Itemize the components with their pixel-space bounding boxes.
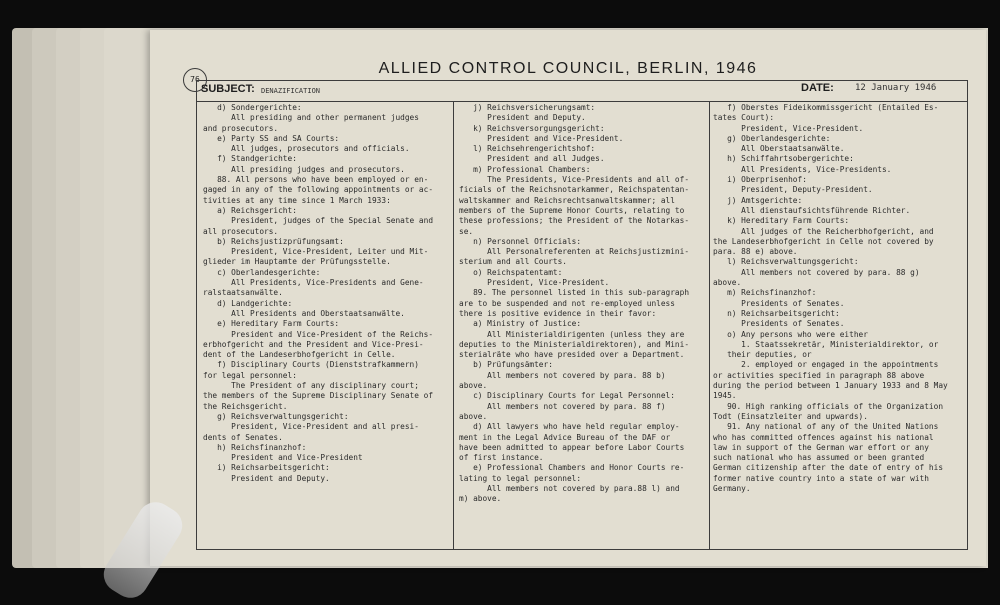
text-line: have been admitted to appear before Labor Courts xyxy=(459,442,685,452)
text-line: h) Reichsfinanzhof: xyxy=(203,442,307,452)
text-line: All members not covered by para. 88 f) xyxy=(459,401,666,411)
text-line: their deputies, or xyxy=(713,350,812,360)
content-frame xyxy=(196,80,968,550)
text-line: erbhofgericht and the President and Vice-Presi- xyxy=(203,339,424,349)
text-line: f) Disciplinary Courts (Dienststrafkammern) xyxy=(203,360,419,370)
text-line: m) Reichsfinanzhof: xyxy=(713,288,817,298)
text-line: during the period between 1 January 1933 and 8 May xyxy=(713,381,948,391)
text-line: who has committed offences against his national xyxy=(713,432,934,442)
text-line: f) Oberstes Fideikommissgericht (Entailed Es- xyxy=(713,103,939,112)
text-line: All presiding judges and prosecutors. xyxy=(203,164,405,174)
text-line: Presidents of Senates. xyxy=(713,298,845,308)
text-line: All dienstaufsichtsführende Richter. xyxy=(713,205,911,215)
text-line: h) Schiffahrtsobergerichte: xyxy=(713,154,854,164)
text-line: 1. Staatssekretär, Ministerialdirektor, or xyxy=(713,339,939,349)
text-column-1 xyxy=(203,103,451,547)
text-line: President, Vice-President. xyxy=(713,123,864,133)
text-line: a) Ministry of Justice: xyxy=(459,319,582,329)
text-line: President, Deputy-President. xyxy=(713,185,873,195)
text-line: 88. All persons who have been employed or en- xyxy=(203,175,429,185)
text-column-2 xyxy=(459,103,713,547)
text-line: All Ministerialdirigenten (unless they are xyxy=(459,329,685,339)
text-line: All members not covered by para. 88 g) xyxy=(713,267,920,277)
text-line: c) Oberlandesgerichte: xyxy=(203,267,321,277)
subject-value: DENAZIFICATION xyxy=(261,87,321,95)
text-line: i) Oberprisenhof: xyxy=(713,175,807,185)
text-line: members of the Supreme Honor Courts, relating to xyxy=(459,205,685,215)
text-line: glieder im Hauptamte der Prüfungsstelle. xyxy=(203,257,391,267)
text-line: All judges, prosecutors and officials. xyxy=(203,144,410,154)
text-line: k) Hereditary Farm Courts: xyxy=(713,216,850,226)
text-line: m) above. xyxy=(459,494,502,504)
text-line: above. xyxy=(713,278,742,288)
date-value: 12 January 1946 xyxy=(855,83,937,93)
text-line: and prosecutors. xyxy=(203,123,279,133)
text-line: law in support of the German war effort or any xyxy=(713,442,929,452)
text-line: o) Any persons who were either xyxy=(713,329,868,339)
text-line: 90. High ranking officials of the Organization xyxy=(713,401,944,411)
text-line: or activities specified in paragraph 88 above xyxy=(713,370,925,380)
text-line: President, Vice-President and all presi- xyxy=(203,422,419,432)
text-line: of first instance. xyxy=(459,453,544,463)
text-line: f) Standgerichte: xyxy=(203,154,297,164)
text-line: o) Reichspatentamt: xyxy=(459,267,563,277)
text-line: All members not covered by para. 88 b) xyxy=(459,370,666,380)
page-number: 76 xyxy=(183,68,207,92)
text-line: a) Reichsgericht: xyxy=(203,205,297,215)
text-line: Todt (Einsatzleiter and upwards). xyxy=(713,411,868,421)
text-line: i) Reichsarbeitsgericht: xyxy=(203,463,330,473)
text-line: President and Vice-President. xyxy=(459,133,624,143)
text-line: g) Reichsverwaltungsgericht: xyxy=(203,411,349,421)
text-line: above. xyxy=(459,411,488,421)
text-line: sterialräte who have presided over a Department. xyxy=(459,350,685,360)
text-line: 89. The personnel listed in this sub-paragraph xyxy=(459,288,690,298)
text-line: b) Prüfungsämter: xyxy=(459,360,553,370)
text-column-3 xyxy=(713,103,967,547)
text-line: n) Personnel Officials: xyxy=(459,236,582,246)
text-line: sterium and all Courts. xyxy=(459,257,567,267)
text-line: Presidents of Senates. xyxy=(713,319,845,329)
text-line: President and Vice-President of the Reichs- xyxy=(203,329,434,339)
text-line: waltskammer and Reichsrechtsanwaltskammer; all xyxy=(459,195,675,205)
text-line: President and Deputy. xyxy=(203,473,330,483)
text-line: All presiding and other permanent judges xyxy=(203,113,419,123)
text-line: All judges of the Reicherbhofgericht, and xyxy=(713,226,934,236)
document-title: ALLIED CONTROL COUNCIL, BERLIN, 1946 xyxy=(378,60,758,77)
text-line: e) Hereditary Farm Courts: xyxy=(203,319,340,329)
text-line: ralstaatsanwälte. xyxy=(203,288,283,298)
text-line: such national who has assumed or been granted xyxy=(713,453,925,463)
text-line: Germany. xyxy=(713,483,751,493)
text-line: All members not covered by para.88 l) and xyxy=(459,483,680,493)
text-line: The Presidents, Vice-Presidents and all of- xyxy=(459,175,690,185)
text-line: c) Disciplinary Courts for Legal Personnel: xyxy=(459,391,675,401)
text-line: All Oberstaatsanwälte. xyxy=(713,144,845,154)
document-page xyxy=(150,30,986,566)
text-line: d) All lawyers who have held regular employ- xyxy=(459,422,680,432)
text-line: ment in the Legal Advice Bureau of the DAF or xyxy=(459,432,671,442)
text-line: e) Party SS and SA Courts: xyxy=(203,133,340,143)
text-line: President, Vice-President, Leiter und Mit- xyxy=(203,247,429,257)
text-line: for legal personnel: xyxy=(203,370,297,380)
text-line: All Presidents, Vice-Presidents. xyxy=(713,164,892,174)
text-line: gaged in any of the following appointments or ac- xyxy=(203,185,434,195)
text-line: the Reichsgericht. xyxy=(203,401,288,411)
text-line: tivities at any time since 1 March 1933: xyxy=(203,195,391,205)
text-line: all prosecutors. xyxy=(203,226,279,236)
text-line: 2. employed or engaged in the appointments xyxy=(713,360,939,370)
text-line: above. xyxy=(459,381,488,391)
text-line: k) Reichsversorgungsgericht: xyxy=(459,123,605,133)
text-line: The President of any disciplinary court; xyxy=(203,381,419,391)
text-line: n) Reichsarbeitsgericht: xyxy=(713,308,840,318)
text-line: l) Reichsverwaltungsgericht: xyxy=(713,257,859,267)
header-row xyxy=(197,81,967,102)
text-line: the members of the Supreme Disciplinary Senate of xyxy=(203,391,434,401)
column-divider xyxy=(453,101,454,549)
text-line: 91. Any national of any of the United Nations xyxy=(713,422,939,432)
text-line: l) Reichsehrengerichtshof: xyxy=(459,144,596,154)
text-line: President, judges of the Special Senate and xyxy=(203,216,434,226)
text-line: dents of Senates. xyxy=(203,432,283,442)
text-line: are to be suspended and not re-employed unless xyxy=(459,298,675,308)
text-line: President, Vice-President. xyxy=(459,278,610,288)
text-line: dent of the Landeserbhofgericht in Celle. xyxy=(203,350,396,360)
text-line: tates Court): xyxy=(713,113,775,123)
text-line: President and Vice-President xyxy=(203,453,363,463)
text-line: d) Sondergerichte: xyxy=(203,103,302,112)
text-line: para. 88 e) above. xyxy=(713,247,798,257)
text-line: deputies to the Ministerialdirektoren), and Mini- xyxy=(459,339,690,349)
text-line: j) Amtsgerichte: xyxy=(713,195,803,205)
text-line: the Landeserbhofgericht in Celle not covered by xyxy=(713,236,934,246)
text-line: lating to legal personnel: xyxy=(459,473,582,483)
text-line: b) Reichsjustizprüfungsamt: xyxy=(203,236,344,246)
subject-label: SUBJECT: xyxy=(201,83,255,95)
text-line: e) Professional Chambers and Honor Courts re- xyxy=(459,463,685,473)
text-line: ficials of the Reichsnotarkammer, Reichspatentan- xyxy=(459,185,690,195)
text-line: j) Reichsversicherungsamt: xyxy=(459,103,596,112)
text-line: All Personalreferenten at Reichsjustizmini- xyxy=(459,247,690,257)
text-line: there is positive evidence in their favor: xyxy=(459,308,657,318)
text-line: m) Professional Chambers: xyxy=(459,164,591,174)
date-label: DATE: xyxy=(801,82,834,94)
text-line: former native country into a state of war with xyxy=(713,473,929,483)
text-line: President and all Judges. xyxy=(459,154,605,164)
text-line: 1945. xyxy=(713,391,737,401)
text-line: se. xyxy=(459,226,474,236)
text-line: President and Deputy. xyxy=(459,113,586,123)
text-line: All Presidents and Oberstaatsanwälte. xyxy=(203,308,405,318)
text-line: All Presidents, Vice-Presidents and Gene- xyxy=(203,278,424,288)
text-line: d) Landgerichte: xyxy=(203,298,293,308)
text-line: German citizenship after the date of entry of his xyxy=(713,463,944,473)
text-line: g) Oberlandesgerichte: xyxy=(713,133,831,143)
date-box xyxy=(795,78,969,98)
text-line: these professions; the President of the Notarkas- xyxy=(459,216,690,226)
